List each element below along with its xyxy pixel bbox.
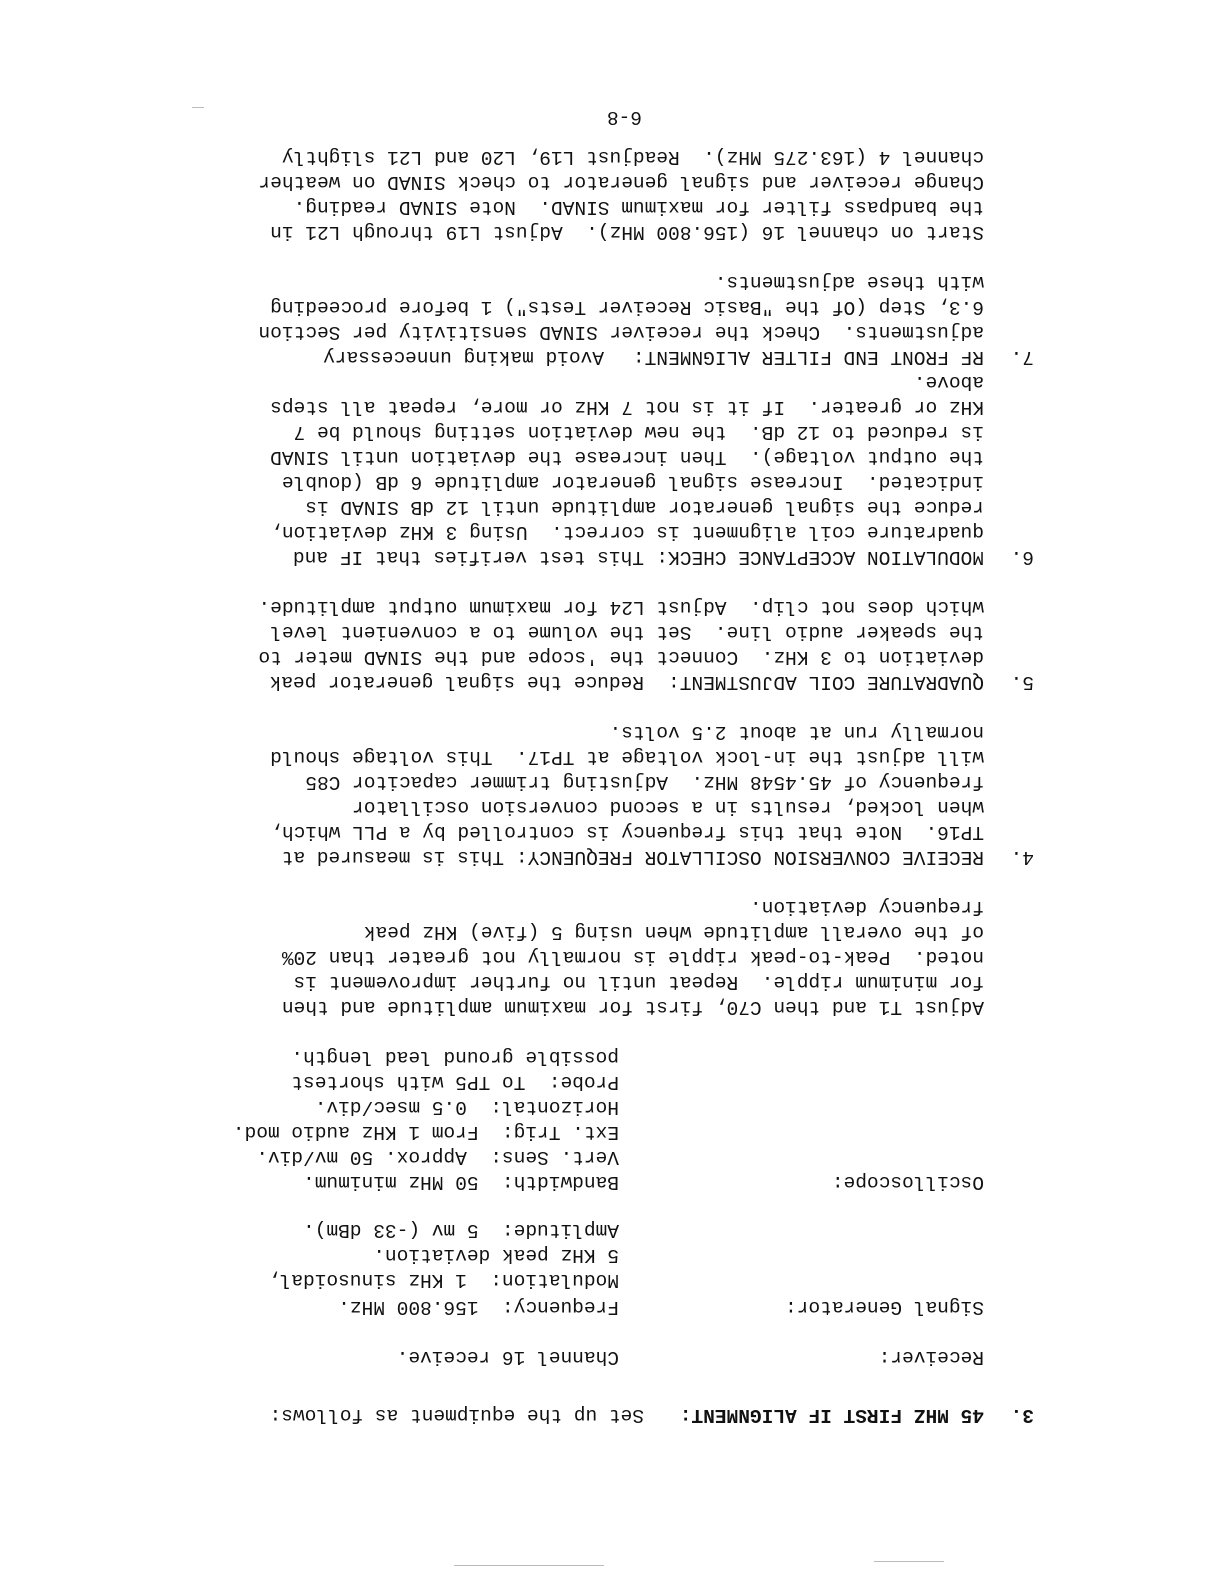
scope-probe: Probe: To TP5 with shortest — [291, 1071, 619, 1093]
item6-line: This test verifies that IF and — [292, 546, 644, 568]
item4-line: frequency of 45.4548 MHz. Adjusting trimmer capacitor C85 — [305, 771, 984, 793]
scope-probe-cont: possible ground lead length. — [291, 1046, 619, 1068]
item6-line: indicated. Increase signal generator amplitude 6 dB (double — [281, 471, 984, 493]
item7-line: 6.3, Step (Of the "Basic Receiver Tests") 1 before proceeding — [270, 296, 984, 318]
item3-body-line: for minimum ripple. Repeat until no further improvement is — [293, 971, 984, 993]
siggen-amplitude: Amplitude: 5 mv (-33 dBm). — [303, 1219, 619, 1241]
item6-line: quadrature coil alignment is correct. Using 3 KHz deviation, — [270, 521, 984, 543]
item6-number: 6. — [1010, 546, 1034, 568]
item3-body-line: noted. Peak-to-peak ripple is normally not greater than 20% — [281, 946, 984, 968]
item4-line: will adjust the in-lock voltage at TP17. This voltage should — [270, 746, 984, 768]
scope-vert-sens: Vert. Sens: Approx. 50 mv/div. — [256, 1146, 619, 1168]
scope-bandwidth: Bandwidth: 50 MHz minimum. — [303, 1171, 619, 1193]
siggen-modulation: Modulation: 1 KHz sinusoidal, — [267, 1269, 619, 1291]
signal-generator-label: Signal Generator: — [785, 1296, 984, 1318]
item7-para-line: the bandpass filter for maximum SINAD. Note SINAD reading. — [293, 196, 984, 218]
oscilloscope-label: Oscilloscope: — [831, 1171, 984, 1193]
item4-title: RECEIVE CONVERSION OSCILLATOR FREQUENCY: — [515, 846, 984, 868]
scan-speck — [874, 1561, 944, 1562]
receiver-label: Receiver: — [878, 1346, 984, 1368]
scope-horizontal: Horizontal: 0.5 msec/div. — [314, 1096, 619, 1118]
item3-body-line: Adjust T1 and then C70, first for maximum amplitude and then — [281, 996, 984, 1018]
item5-line: the speaker audio line. Set the volume to a convenient level — [270, 621, 984, 643]
item4-line: This is measured at — [281, 846, 504, 868]
item7-line: Avoid making unnecessary — [323, 346, 604, 368]
item7-line: with these adjustments. — [714, 271, 984, 293]
scan-speck — [454, 1565, 604, 1566]
item6-line: the output voltage). Then increase the deviation until SINAD — [270, 446, 984, 468]
item5-line: Reduce the signal generator peak — [269, 671, 644, 693]
item7-para-line: Change receiver and signal generator to check SINAD on weather — [258, 171, 984, 193]
item4-line: TP16. Note that this frequency is controlled by a PLL which, — [270, 821, 984, 843]
item6-title: MODULATION ACCEPTANCE CHECK: — [656, 546, 984, 568]
item7-number: 7. — [1010, 346, 1034, 368]
item5-line: which does not clip. Adjust L24 for maximum output amplitude. — [258, 596, 984, 618]
item4-line: normally run at about 2.5 volts. — [609, 721, 984, 743]
item6-line: reduce the signal generator amplitude until 12 dB SINAD is — [305, 496, 984, 518]
item5-number: 5. — [1010, 671, 1034, 693]
item5-line: deviation to 3 KHz. Connect the 'scope and the SINAD meter to — [258, 646, 984, 668]
item5-title: QUADRATURE COIL ADJUSTMENT: — [668, 671, 984, 693]
item6-line: is reduced to 12 dB. the new deviation setting should be 7 — [293, 421, 984, 443]
item3-body-line: frequency deviation. — [749, 896, 984, 918]
siggen-deviation: 5 KHz peak deviation. — [373, 1244, 619, 1266]
scan-speck — [192, 107, 204, 108]
item7-para-line: Start on channel 16 (156.800 MHz). Adjust L19 through L21 in — [270, 221, 984, 243]
siggen-frequency: Frequency: 156.800 MHz. — [338, 1296, 619, 1318]
item3-intro: Set up the equipment as follows: — [269, 1404, 644, 1426]
item7-para-line: channel 4 (163.275 MHz). Readjust L19, L20 and L21 slightly — [281, 146, 984, 168]
item3-body-line: of the overall amplitude when using 5 (five) KHz peak — [363, 921, 984, 943]
item3-number: 3. — [1010, 1404, 1034, 1426]
item7-line: adjustments. Check the receiver SINAD sensitivity per Section — [258, 321, 984, 343]
receiver-value: Channel 16 receive. — [396, 1346, 619, 1368]
scope-ext-trig: Ext. Trig: From 1 KHz audio mod. — [232, 1121, 619, 1143]
item7-title: RF FRONT END FILTER ALIGNMENT: — [632, 346, 984, 368]
item4-number: 4. — [1010, 846, 1034, 868]
item6-line: above. — [913, 371, 984, 393]
item3-title: 45 MHZ FIRST IF ALIGNMENT: — [679, 1404, 984, 1426]
page-number: 6-8 — [606, 106, 642, 128]
item6-line: KHz or greater. If it is not 7 KHz or more, repeat all steps — [270, 396, 984, 418]
item4-line: when locked, results in a second conversion oscillator — [352, 796, 984, 818]
